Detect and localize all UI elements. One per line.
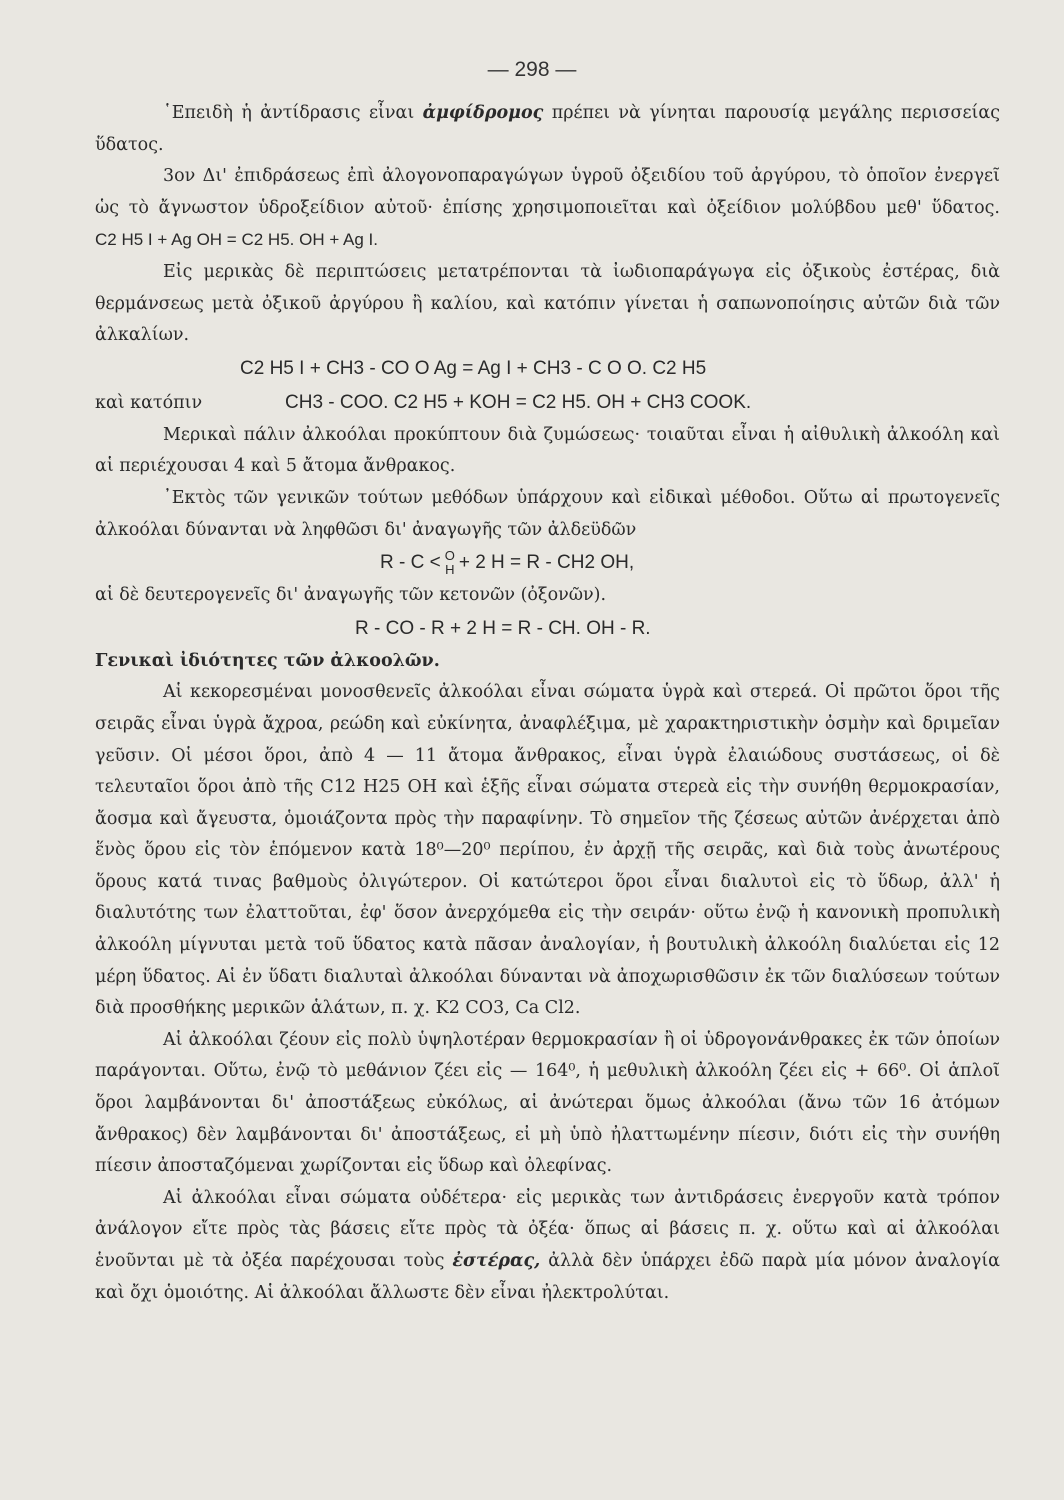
bold-term-esters: ἐστέρας,	[452, 1251, 541, 1271]
paragraph-2-text: Δι' ἐπιδράσεως ἐπὶ ἀλογονοπαραγώγων ὑγροῦ ὀξειδίου τοῦ ἀργύρου, τὸ ὁποῖον ἐνεργεῖ ὡς τὸ ἄγνωστον ὑδροξείδιον αὐτοῦ· ἐπίσης χρησιμοποιεῖται καὶ ὀξείδιον μολύβδου μεθ' ὕδατος.	[95, 166, 1000, 218]
paragraph-3: Εἰς μερικὰς δὲ περιπτώσεις μετατρέπονται τὰ ἰωδιοπαράγωγα εἰς ὀξικοὺς ἐστέρας, διὰ θερμάνσεως μετὰ ὀξικοῦ ἀργύρου ἢ καλίου, καὶ κατόπιν γίνεται ἡ σαπωνοποίησις αὐτῶν διὰ τῶν ἀλκαλίων.	[95, 261, 1000, 346]
paragraph-9	[95, 1183, 1000, 1309]
paragraph-6: αἱ δὲ δευτερογενεῖς δι' ἀναγωγῆς τῶν κετονῶν (ὀξονῶν).	[95, 585, 607, 606]
aldehyde-hydrogen: H	[445, 562, 455, 578]
paragraph-9-text-a: Αἱ ἀλκοόλαι εἶναι σώματα οὐδέτερα· εἰς μερικὰς των ἀντιδράσεις ἐνεργοῦν κατὰ τρόπον ἀνάλογον εἴτε πρὸς τὰς βάσεις εἴτε πρὸς τὰ ὀξέα· ὅπως αἱ βάσεις π. χ. οὕτω καὶ αἱ ἀλκοόλαι ἑνοῦνται μὲ τὰ ὀξέα παρέχουσαι τοὺς	[95, 1187, 1000, 1271]
method-number: 3ον	[163, 166, 196, 187]
equation-3-left: R - C <	[380, 552, 441, 574]
paragraph-9-text-b: ἀλλὰ δὲν ὑπάρχει ἐδῶ παρὰ μία μόνον ἀναλογία καὶ ὄχι ὁμοιότης. Αἱ ἀλκοόλαι ἄλλωστε δὲν εἶναι ἠλεκτρολύται.	[95, 1251, 1000, 1303]
body-text	[95, 98, 1000, 1309]
section-heading: Γενικαὶ ἰδιότητες τῶν ἀλκοολῶν.	[95, 650, 440, 671]
paragraph-2	[95, 161, 1000, 257]
equation-2: CH3 - COO. C2 H5 + KOH = C2 H5. OH + CH3 COOK.	[285, 391, 752, 413]
paragraph-4: Μερικαὶ πάλιν ἀλκοόλαι προκύπτουν διὰ ζυμώσεως· τοιαῦται εἶναι ἡ αἰθυλικὴ ἀλκοόλη καὶ αἱ περιέχουσαι 4 καὶ 5 ἄτομα ἄνθρακος.	[95, 424, 1000, 477]
paragraph-8: Αἱ ἀλκοόλαι ζέουν εἰς πολὺ ὑψηλοτέραν θερμοκρασίαν ἢ οἱ ὑδρογονάνθρακες ἐκ τῶν ὁποίων παράγονται. Οὕτω, ἐνῷ τὸ μεθάνιον ζέει εἰς — 164⁰, ἡ μεθυλικὴ ἀλκοόλη ζέει εἰς + 66⁰. Οἱ ἁπλοῖ ὅροι λαμβάνονται δι' ἀποστάξεως εὐκόλως, αἱ ἀνώτεραι ὅμως ἀλκοόλαι (ἄνω τῶν 16 ἀτόμων ἄνθρακος) δὲν λαμβάνονται δι' ἀποστάξεως, εἰ μὴ ὑπὸ ἠλαττωμένην πίεσιν, διότι εἰς τὴν συνήθη πίεσιν ἀποσταζόμεναι χωρίζονται εἰς ὕδωρ καὶ ὀλεφίνας.	[95, 1029, 1000, 1177]
aldehyde-oxygen: O	[444, 548, 455, 564]
paragraph-1-text-b: πρέπει νὰ γίνηται παρουσίᾳ μεγάλης περισσείας ὕδατος.	[95, 103, 1000, 155]
paragraph-1	[95, 98, 1000, 161]
equation-3	[95, 546, 1000, 580]
paragraph-7: Αἱ κεκορεσμέναι μονοσθενεῖς ἀλκοόλαι εἶναι σώματα ὑγρὰ καὶ στερεά. Οἱ πρῶτοι ὅροι τῆς σειρᾶς εἶναι ὑγρὰ ἄχροα, ρεώδη καὶ εὐκίνητα, ἀναφλέξιμα, μὲ χαρακτηριστικὴν ὀσμὴν καὶ δριμεῖαν γεῦσιν. Οἱ μέσοι ὅροι, ἀπὸ 4 — 11 ἄτομα ἄνθρακος, εἶναι ὑγρὰ ἐλαιώδους συστάσεως, οἱ δὲ τελευταῖοι ὅροι ἀπὸ τῆς C12 H25 OH καὶ ἑξῆς εἶναι σώματα στερεὰ εἰς τὴν συνήθη θερμοκρασίαν, ἄοσμα καὶ ἄγευστα, ὁμοιάζοντα πρὸς τὴν παραφίνην. Τὸ σημεῖον τῆς ζέσεως αὐτῶν ἀνέρχεται ἀπὸ ἕνὸς ὅρου εἰς τὸν ἑπόμενον κατὰ 18⁰—20⁰ περίπου, ἐν ἀρχῇ τῆς σειρᾶς, καὶ διὰ τοὺς ἀνωτέρους ὅρους κατά τινας βαθμοὺς ὀλιγώτερον. Οἱ κατώτεροι ὅροι εἶναι διαλυτοὶ εἰς τὸ ὕδωρ, ἀλλ' ἡ διαλυτότης των ἐλαττοῦται, ἐφ' ὅσον ἀνερχόμεθα εἰς τὴν σειράν· οὕτω ἐνῷ ἡ κανονικὴ προπυλικὴ ἀλκοόλη μίγνυται μετὰ τοῦ ὕδατος κατὰ πᾶσαν ἀναλογίαν, ἡ βουτυλικὴ ἀλκοόλη διαλύεται εἰς 12 μέρη ὕδατος. Αἱ ἐν ὕδατι διαλυταὶ ἀλκοόλαι δύνανται νὰ ἀποχωρισθῶσιν ἐκ τῶν διαλύσεων τούτων διὰ προσθήκης μερικῶν ἁλάτων, π. χ. K2 CO3, Ca Cl2.	[95, 682, 1000, 1019]
page-number: — 298 —	[487, 58, 577, 81]
equation-2-label: καὶ κατόπιν	[95, 392, 203, 413]
equation-silver-hydroxide: C2 H5 I + Ag OH = C2 H5. OH + Ag I.	[95, 230, 378, 250]
paragraph-1-text-a: ῾Επειδὴ ἡ ἀντίδρασις εἶναι	[163, 103, 423, 123]
equation-4: R - CO - R + 2 H = R - CH. OH - R.	[355, 617, 651, 639]
bold-term-amphidromos: ἀμφίδρομος	[422, 103, 544, 123]
equation-1: C2 H5 I + CH3 - CO O Ag = Ag I + CH3 - C O O. C2 H5	[240, 357, 707, 379]
aldehyde-group	[445, 549, 455, 577]
paragraph-5: ᾿Εκτὸς τῶν γενικῶν τούτων μεθόδων ὑπάρχουν καὶ εἰδικαὶ μέθοδοι. Οὕτω αἱ πρωτογενεῖς ἀλκοόλαι δύνανται νὰ ληφθῶσι δι' ἀναγωγῆς τῶν ἀλδεϋδῶν	[95, 487, 1000, 540]
equation-3-right: + 2 H = R - CH2 OH,	[458, 552, 635, 574]
equation-2-row	[95, 386, 1000, 420]
